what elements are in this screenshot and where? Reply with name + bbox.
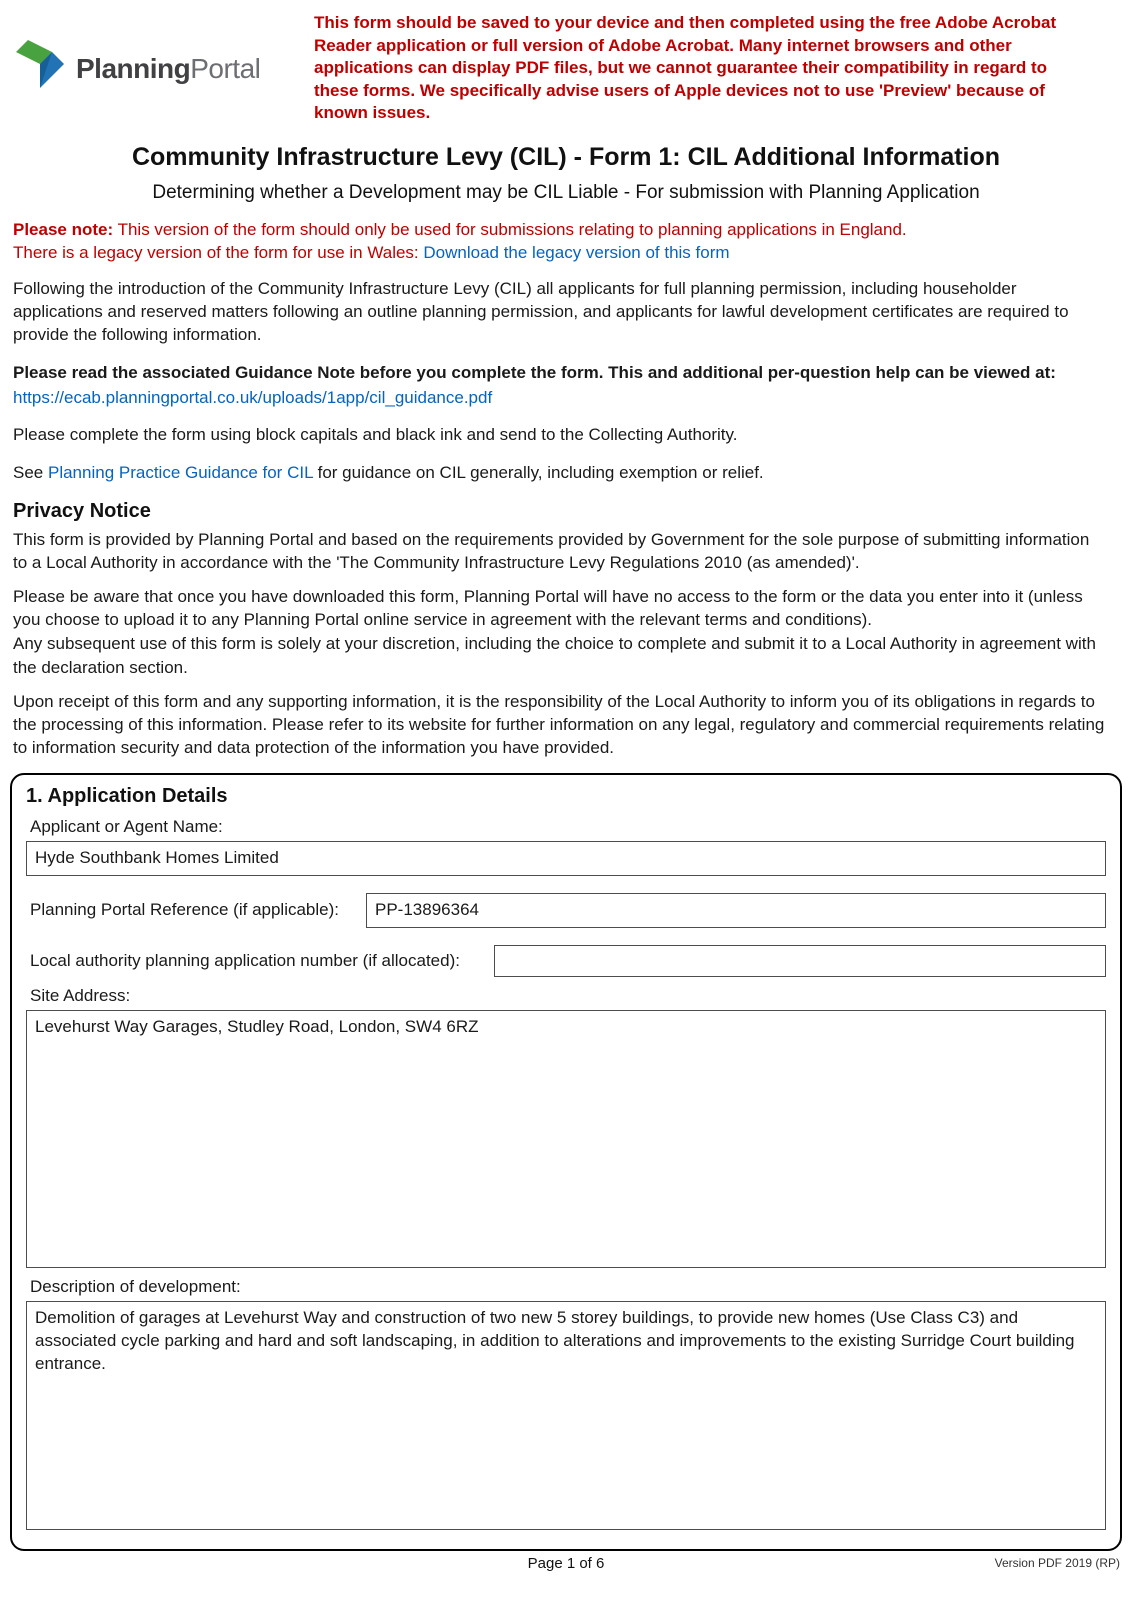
planning-portal-logo-icon <box>14 38 66 99</box>
planning-portal-logo <box>10 38 314 99</box>
intro-paragraph: Following the introduction of the Community Infrastructure Levy (CIL) all applicants for full planning permission, including householder applications and reserved matters following an outline planning permission, and applicants for lawful development certificates are required to provide the following information. <box>13 279 1069 345</box>
privacy-paragraph-3: Any subsequent use of this form is solely at your discretion, including the choice to complete and submit it to a Local Authority in agreement with the declaration section. <box>13 634 1096 677</box>
privacy-heading: Privacy Notice <box>13 500 151 523</box>
guidance-link[interactable]: https://ecab.planningportal.co.uk/uploads/1app/cil_guidance.pdf <box>13 387 493 407</box>
adobe-warning-text: This form should be saved to your device and then completed using the free Adobe Acrobat Reader application or full version of Adobe Acrobat. Many internet browsers and other applications can display PDF files, but we cannot guarantee their compatibility in regard to these forms. We specifically advise users of Apple devices not to use 'Preview' because of known issues. <box>314 13 1057 123</box>
site-address-field[interactable]: Levehurst Way Garages, Studley Road, London, SW4 6RZ <box>26 1010 1106 1268</box>
guidance-note: Please read the associated Guidance Note before you complete the form. This and additional per-question help can be viewed at: <box>13 362 1056 382</box>
wales-note: There is a legacy version of the form for use in Wales: Download the legacy version of this form <box>13 243 730 263</box>
privacy-paragraph-1: This form is provided by Planning Portal and based on the requirements provided by Government for the sole purpose of submitting information to a Local Authority in accordance with the 'The Community Infrastructure Levy Regulations 2010 (as amended)'. <box>13 530 1090 573</box>
planning-portal-logo-text: PlanningPortal <box>76 52 261 84</box>
intro-content <box>0 218 1132 759</box>
legacy-form-link[interactable]: Download the legacy version of this form <box>423 243 730 263</box>
ppg-cil-link[interactable]: Planning Practice Guidance for CIL <box>47 462 313 482</box>
portal-reference-field[interactable]: PP-13896364 <box>366 893 1106 928</box>
application-details-section <box>10 773 1122 1551</box>
block-capitals-note: Please complete the form using block capitals and black ink and send to the Collecting Authority. <box>13 424 738 444</box>
lpa-number-label: Local authority planning application number (if allocated): <box>30 950 460 970</box>
development-description-field[interactable]: Demolition of garages at Levehurst Way and construction of two new 5 storey buildings, to provide new homes (Use Class C3) and associated cycle parking and hard and soft landscaping, in addition to alterations and improvements to the existing Surridge Court building entrance. <box>26 1301 1106 1530</box>
header <box>0 0 1132 125</box>
england-note: Please note: This version of the form should only be used for submissions relating to planning applications in England. <box>13 220 907 240</box>
privacy-paragraph-4: Upon receipt of this form and any supporting information, it is the responsibility of the Local Authority to inform you of its obligations in regards to the processing of this information. Please refer to its website for further information on any legal, regulatory and commercial requirements relating to information security and data protection of the information you have provided. <box>13 691 1105 757</box>
version-label: Version PDF 2019 (RP) <box>994 1556 1120 1570</box>
page-subtitle: Determining whether a Development may be CIL Liable - For submission with Planning Application <box>152 182 980 204</box>
applicant-name-field[interactable]: Hyde Southbank Homes Limited <box>26 841 1106 876</box>
lpa-number-field[interactable] <box>494 945 1106 977</box>
applicant-name-label: Applicant or Agent Name: <box>30 817 223 837</box>
ppg-cil-line: See Planning Practice Guidance for CIL for guidance on CIL generally, including exemption or relief. <box>13 462 764 482</box>
privacy-paragraph-2: Please be aware that once you have downloaded this form, Planning Portal will have no access to the form or the data you enter into it (unless you choose to upload it to any Planning Portal online service in agreement with the relevant terms and conditions). <box>13 587 1083 630</box>
section-heading: 1. Application Details <box>26 785 228 808</box>
development-description-label: Description of development: <box>30 1276 241 1296</box>
page-number: Page 1 of 6 <box>527 1555 605 1572</box>
portal-reference-label: Planning Portal Reference (if applicable): <box>30 900 340 920</box>
site-address-label: Site Address: <box>30 985 131 1005</box>
page-title: Community Infrastructure Levy (CIL) - Form 1: CIL Additional Information <box>131 143 1001 172</box>
